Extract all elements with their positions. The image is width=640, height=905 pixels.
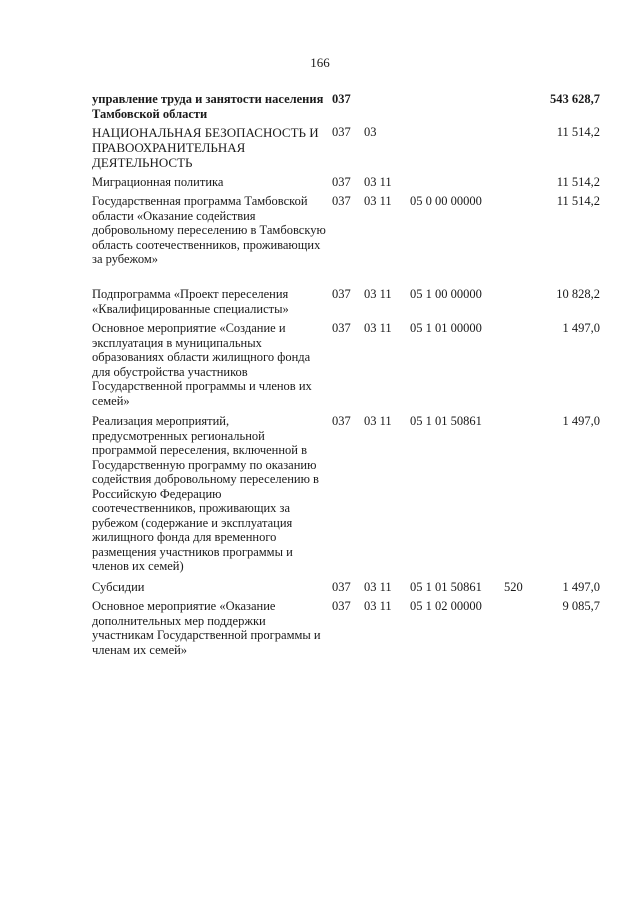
row-csr: 05 1 01 50861 xyxy=(410,414,482,428)
row-name: Подпрограмма «Проект переселения «Квалифицированные специалисты» xyxy=(92,287,289,316)
row-rz: 03 11 xyxy=(364,599,392,613)
row-sum: 10 828,2 xyxy=(556,287,600,301)
row-csr: 05 1 01 00000 xyxy=(410,321,482,335)
row-sum: 11 514,2 xyxy=(556,175,600,189)
row-ved: 037 xyxy=(332,580,351,594)
row-sum: 543 628,7 xyxy=(550,92,600,106)
row-ved: 037 xyxy=(332,287,351,301)
row-rz: 03 11 xyxy=(364,287,392,301)
row-name: Основное мероприятие «Создание и эксплуатация в муниципальных образованиях области жилищного фонда для обустройства участников Государственной программы и членов их семей» xyxy=(92,321,312,408)
row-name: НАЦИОНАЛЬНАЯ БЕЗОПАСНОСТЬ И ПРАВООХРАНИТЕЛЬНАЯ ДЕЯТЕЛЬНОСТЬ xyxy=(92,125,319,170)
row-name: управление труда и занятости населения Тамбовской области xyxy=(92,92,324,121)
row-ved: 037 xyxy=(332,175,351,189)
row-csr: 05 1 01 50861 xyxy=(410,580,482,594)
row-csr: 05 1 02 00000 xyxy=(410,599,482,613)
row-ved: 037 xyxy=(332,599,351,613)
row-sum: 1 497,0 xyxy=(562,414,600,428)
row-csr: 05 0 00 00000 xyxy=(410,194,482,208)
row-sum: 11 514,2 xyxy=(556,125,600,139)
page-number: 166 xyxy=(310,55,330,70)
row-ved: 037 xyxy=(332,125,351,139)
row-ved: 037 xyxy=(332,321,351,335)
row-name: Государственная программа Тамбовской области «Оказание содействия добровольному переселению в Тамбовскую область соотечественников, проживающих за рубежом» xyxy=(92,194,326,266)
row-sum: 11 514,2 xyxy=(556,194,600,208)
row-name: Основное мероприятие «Оказание дополнительных мер поддержки участникам Государственной программы и членам их семей» xyxy=(92,599,321,657)
row-name: Субсидии xyxy=(92,580,145,594)
row-sum: 9 085,7 xyxy=(562,599,600,613)
row-rz: 03 11 xyxy=(364,194,392,208)
row-ved: 037 xyxy=(332,414,351,428)
row-csr: 05 1 00 00000 xyxy=(410,287,482,301)
row-ved: 037 xyxy=(332,194,351,208)
row-rz: 03 xyxy=(364,125,377,139)
row-sum: 1 497,0 xyxy=(562,580,600,594)
row-rz: 03 11 xyxy=(364,414,392,428)
row-name: Реализация мероприятий, предусмотренных региональной программой переселения, включенной в Государственную программу по оказанию содействия добровольному переселению в Российскую Федерацию соотечественников, проживающих за рубежом (содержание и эксплуатация жилищного фонда для временного размещения участников программы и членов их семей) xyxy=(92,414,319,573)
row-sum: 1 497,0 xyxy=(562,321,600,335)
row-rz: 03 11 xyxy=(364,175,392,189)
row-rz: 03 11 xyxy=(364,321,392,335)
row-rz: 03 11 xyxy=(364,580,392,594)
row-ved: 037 xyxy=(332,92,351,106)
row-name: Миграционная политика xyxy=(92,175,224,189)
row-vr: 520 xyxy=(504,580,523,594)
